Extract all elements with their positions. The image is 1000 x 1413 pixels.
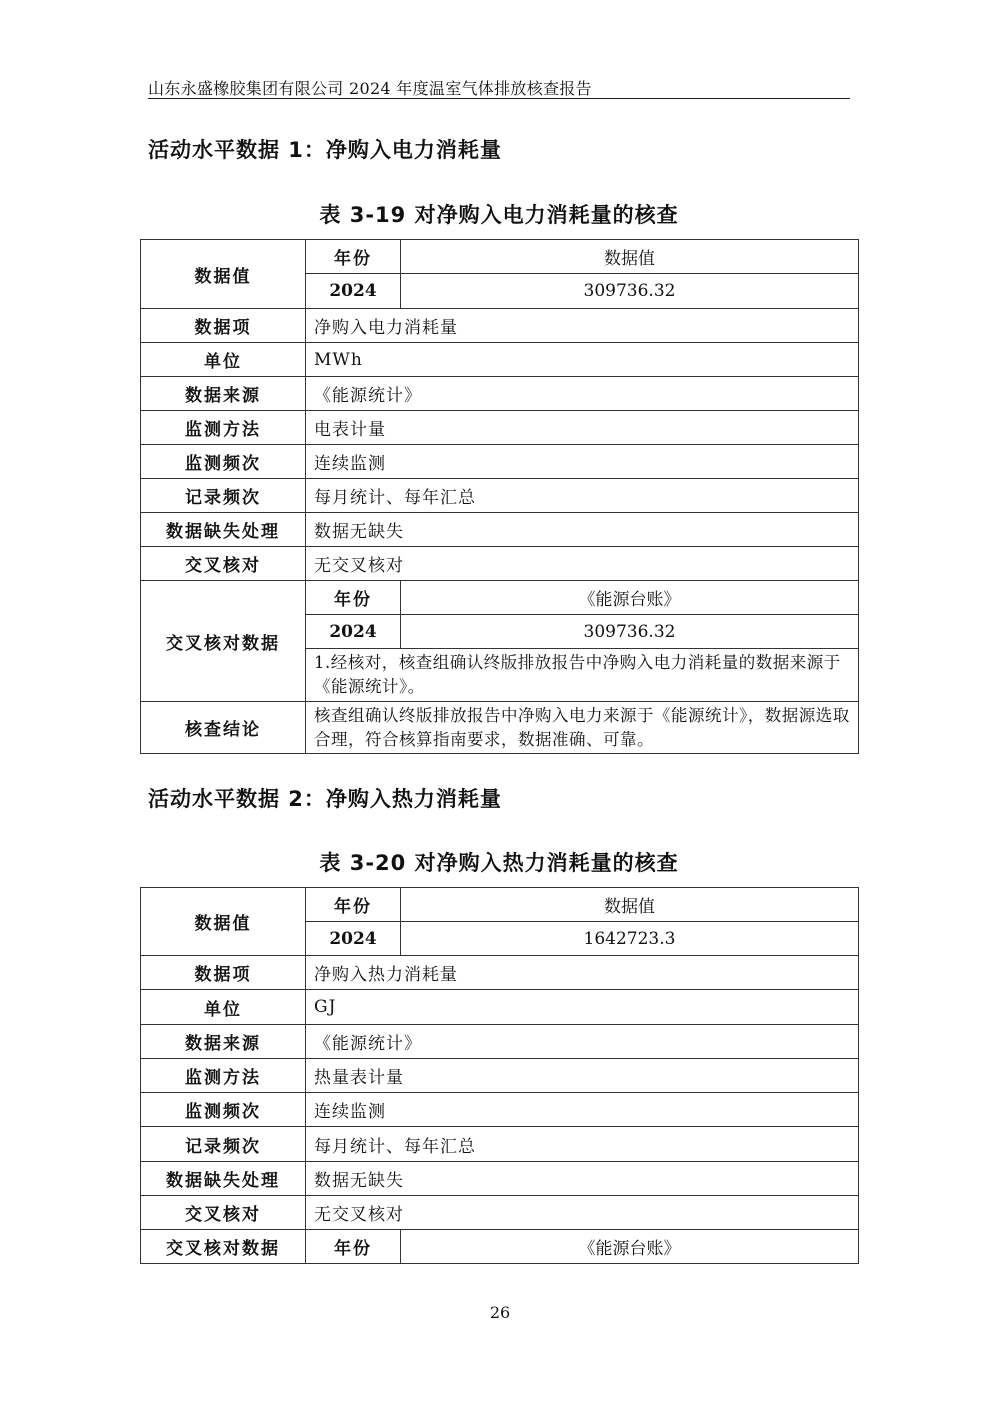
data-value-label: 数据值 (141, 240, 306, 309)
value-header: 数据值 (401, 888, 859, 922)
cross-source-header: 《能源台账》 (401, 581, 859, 615)
table-row (141, 377, 859, 411)
table-row (141, 411, 859, 445)
page-number: 26 (489, 1303, 511, 1322)
table-row (141, 1025, 859, 1059)
method-value: 电表计量 (306, 411, 859, 445)
missing-value: 数据无缺失 (306, 513, 859, 547)
conclusion-label: 核查结论 (141, 702, 306, 754)
data-value-label: 数据值 (141, 888, 306, 956)
missing-value: 数据无缺失 (306, 1162, 859, 1196)
table-row (141, 702, 859, 754)
table-row (141, 990, 859, 1025)
unit-value: GJ (306, 990, 859, 1025)
frequency-value: 连续监测 (306, 1093, 859, 1127)
cross-check-data-label: 交叉核对数据 (141, 1230, 306, 1264)
missing-label: 数据缺失处理 (141, 513, 306, 547)
conclusion-value: 核查组确认终版排放报告中净购入电力来源于《能源统计》，数据源选取合理，符合核算指南要求，数据准确、可靠。 (306, 702, 859, 754)
item-value: 净购入热力消耗量 (306, 956, 859, 990)
header-rule (148, 98, 850, 99)
item-value: 净购入电力消耗量 (306, 309, 859, 343)
cross-source-header: 《能源台账》 (401, 1230, 859, 1264)
table-row (141, 445, 859, 479)
table-row (141, 479, 859, 513)
table-row (141, 1196, 859, 1230)
table-caption-3-20: 表 3-20 对净购入热力消耗量的核查 (319, 851, 679, 875)
electricity-verification-table (140, 239, 859, 754)
item-label: 数据项 (141, 956, 306, 990)
record-label: 记录频次 (141, 479, 306, 513)
table-row (141, 240, 859, 274)
value-cell: 309736.32 (401, 274, 859, 309)
table-row (141, 581, 859, 615)
value-cell: 1642723.3 (401, 922, 859, 956)
source-label: 数据来源 (141, 1025, 306, 1059)
cross-check-note: 1.经核对，核查组确认终版排放报告中净购入电力消耗量的数据来源于《能源统计》。 (306, 649, 859, 702)
cross-check-label: 交叉核对 (141, 1196, 306, 1230)
table-row (141, 1093, 859, 1127)
table-row (141, 1230, 859, 1264)
year-cell: 2024 (306, 922, 401, 956)
method-value: 热量表计量 (306, 1059, 859, 1093)
record-value: 每月统计、每年汇总 (306, 1127, 859, 1162)
section-title-heat: 活动水平数据 2：净购入热力消耗量 (148, 787, 502, 811)
cross-check-value: 无交叉核对 (306, 547, 859, 581)
cross-year-header: 年份 (306, 581, 401, 615)
table-row (141, 956, 859, 990)
cross-year-cell: 2024 (306, 615, 401, 649)
table-row (141, 1127, 859, 1162)
source-value: 《能源统计》 (306, 377, 859, 411)
value-header: 数据值 (401, 240, 859, 274)
heat-verification-table (140, 887, 859, 1264)
source-value: 《能源统计》 (306, 1025, 859, 1059)
table-row (141, 547, 859, 581)
table-row (141, 343, 859, 377)
year-header: 年份 (306, 888, 401, 922)
table-row (141, 1162, 859, 1196)
cross-check-data-label: 交叉核对数据 (141, 581, 306, 702)
section-title-electricity: 活动水平数据 1：净购入电力消耗量 (148, 138, 502, 162)
cross-check-label: 交叉核对 (141, 547, 306, 581)
frequency-label: 监测频次 (141, 1093, 306, 1127)
year-cell: 2024 (306, 274, 401, 309)
cross-year-header: 年份 (306, 1230, 401, 1264)
year-header: 年份 (306, 240, 401, 274)
unit-value: MWh (306, 343, 859, 377)
cross-value-cell: 309736.32 (401, 615, 859, 649)
record-label: 记录频次 (141, 1127, 306, 1162)
method-label: 监测方法 (141, 411, 306, 445)
item-label: 数据项 (141, 309, 306, 343)
source-label: 数据来源 (141, 377, 306, 411)
frequency-value: 连续监测 (306, 445, 859, 479)
table-row (141, 1059, 859, 1093)
unit-label: 单位 (141, 990, 306, 1025)
table-row (141, 888, 859, 922)
table-caption-3-19: 表 3-19 对净购入电力消耗量的核查 (319, 203, 679, 227)
record-value: 每月统计、每年汇总 (306, 479, 859, 513)
method-label: 监测方法 (141, 1059, 306, 1093)
unit-label: 单位 (141, 343, 306, 377)
cross-check-value: 无交叉核对 (306, 1196, 859, 1230)
missing-label: 数据缺失处理 (141, 1162, 306, 1196)
table-row (141, 513, 859, 547)
table-row (141, 309, 859, 343)
frequency-label: 监测频次 (141, 445, 306, 479)
page-header: 山东永盛橡胶集团有限公司 2024 年度温室气体排放核查报告 (148, 79, 592, 98)
